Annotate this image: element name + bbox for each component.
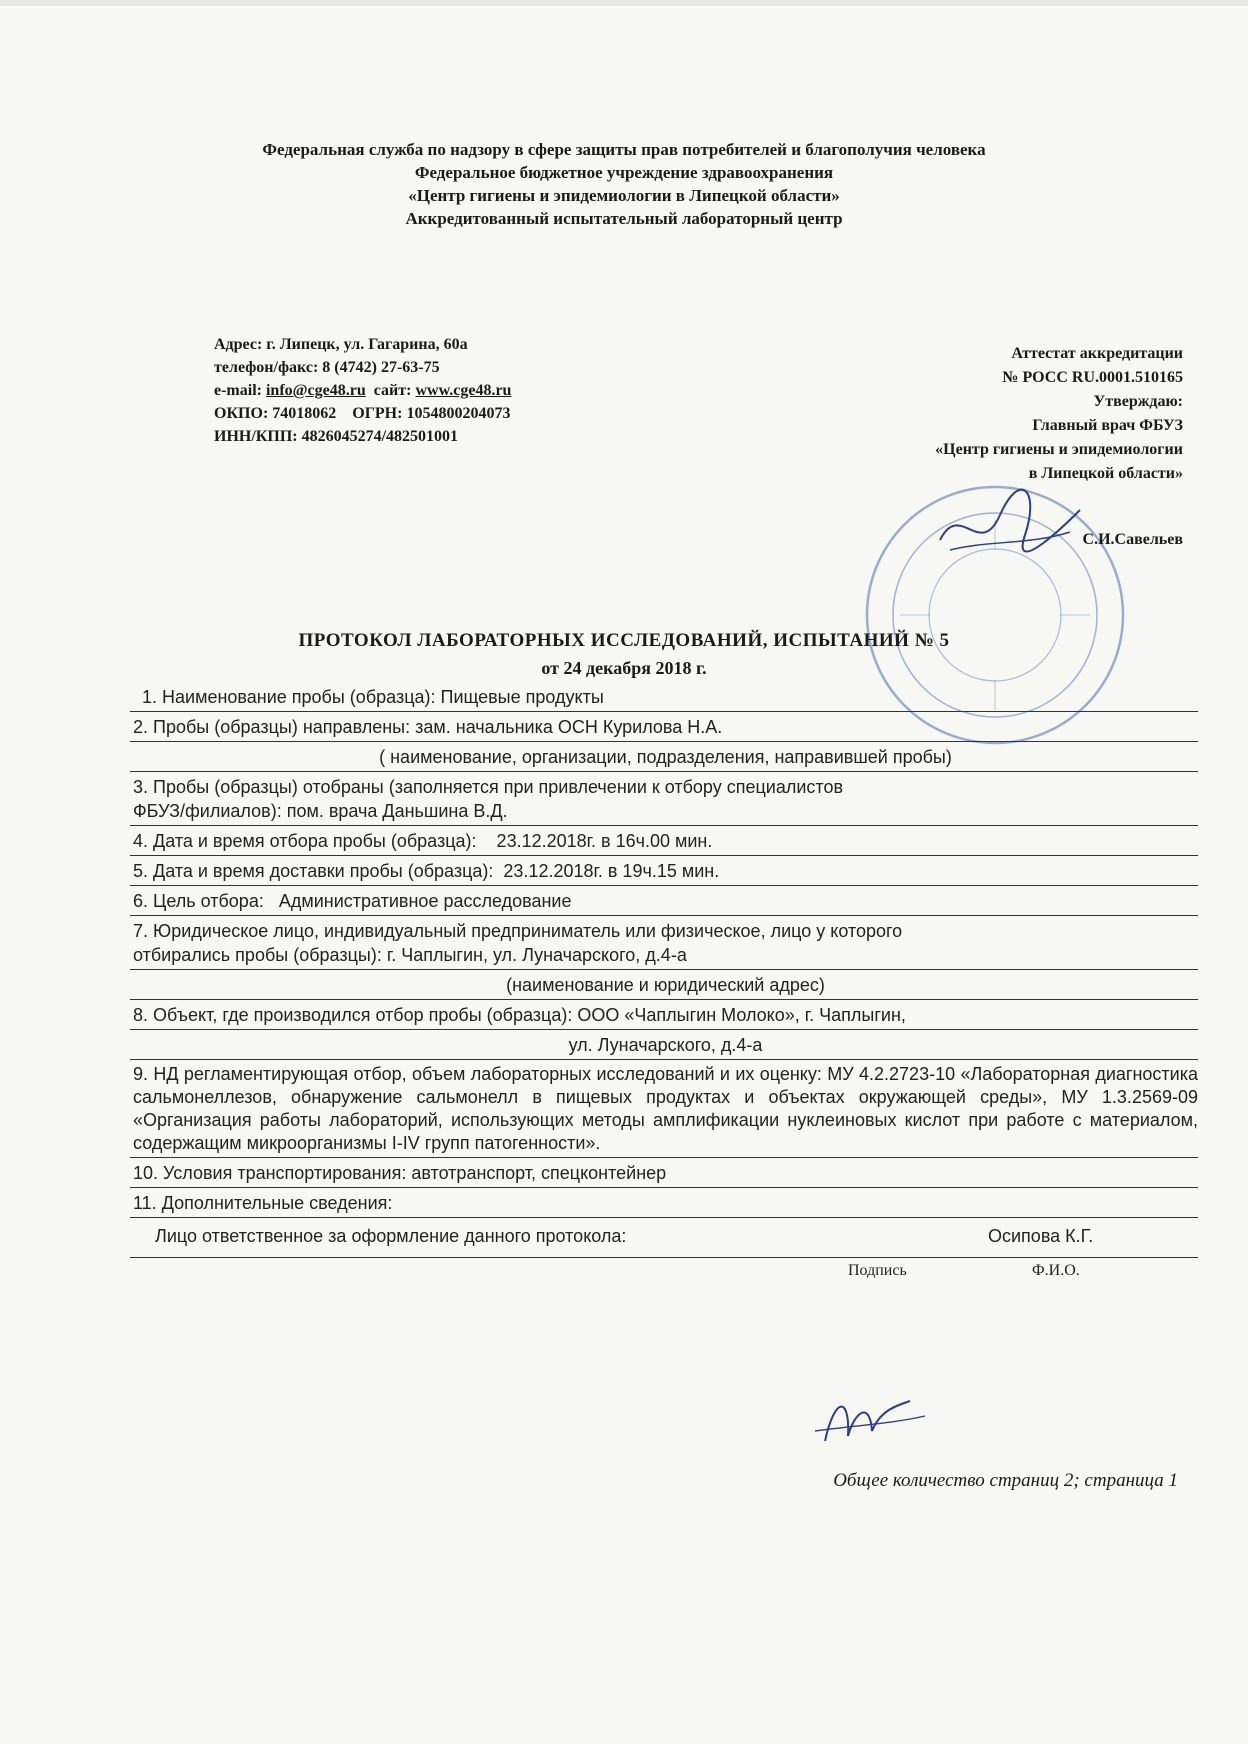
header-line-1: Федеральная служба по надзору в сфере защиты прав потребителей и благополучия человека [262, 140, 986, 159]
protocol-title: ПРОТОКОЛ ЛАБОРАТОРНЫХ ИССЛЕДОВАНИЙ, ИСПЫТАНИЙ № 5 [298, 630, 950, 651]
site-label: сайт: [373, 382, 412, 399]
responsible-row [130, 1218, 1198, 1258]
field-7-note: (наименование и юридический адрес) [130, 970, 1198, 1000]
field-2-note: ( наименование, организации, подразделения, направившей пробы) [130, 742, 1198, 772]
scan-edge [0, 0, 1248, 6]
field-1: 1. Наименование пробы (образца): Пищевые продукты [130, 682, 1198, 712]
approver-post: Главный врач ФБУЗ [1032, 417, 1183, 434]
field-8-line-1: 8. Объект, где производился отбор пробы (образца): ООО «Чаплыгин Молоко», г. Чаплыгин, [130, 1000, 1198, 1030]
header-line-4: Аккредитованный испытательный лабораторный центр [405, 209, 843, 228]
field-8-line-2: ул. Луначарского, д.4-а [130, 1030, 1198, 1060]
approve-label: Утверждаю: [1093, 393, 1183, 410]
attest-number: № РОСС RU.0001.510165 [1002, 369, 1183, 386]
protocol-form [130, 682, 1198, 1288]
approver-org-1: «Центр гигиены и эпидемиологии [935, 441, 1183, 458]
field-10: 10. Условия транспортирования: автотранспорт, спецконтейнер [130, 1158, 1198, 1188]
phone: телефон/факс: 8 (4742) 27-63-75 [214, 359, 440, 376]
approver-org-2: в Липецкой области» [1028, 465, 1183, 482]
field-7 [130, 916, 1198, 970]
director-signature [930, 480, 1090, 570]
field-3-line-1: 3. Пробы (образцы) отобраны (заполняется при привлечении к отбору специалистов [133, 777, 844, 797]
signature-label: Подпись [848, 1262, 907, 1279]
contacts-block [214, 333, 511, 448]
inn-kpp: ИНН/КПП: 4826045274/482501001 [214, 428, 459, 445]
attest-label: Аттестат аккредитации [1011, 345, 1183, 362]
field-7-line-2: отбирались пробы (образцы): г. Чаплыгин, ул. Луначарского, д.4-а [133, 945, 687, 965]
field-6: 6. Цель отбора: Административное расследование [130, 886, 1198, 916]
field-9: 9. НД регламентирующая отбор, объем лабораторных исследований и их оценку: МУ 4.2.2723-10 «Лабораторная диагностика сальмонеллезов, обнаружение сальмонелл в пищевых продуктах и объектах окружающей среды», МУ 1.3.2569-09 «Организация работы лабораторий, использующих методы амплификации нуклеиновых кислот при работе с материалом, содержащим микроорганизмы I-IV групп патогенности». [130, 1060, 1198, 1158]
email-link[interactable]: info@cge48.ru [265, 382, 366, 399]
header-block [0, 138, 1248, 230]
field-5: 5. Дата и время доставки пробы (образца): 23.12.2018г. в 19ч.15 мин. [130, 856, 1198, 886]
page-counter: Общее количество страниц 2; страница 1 [833, 1470, 1178, 1491]
responsible-signature [810, 1386, 930, 1456]
field-7-line-1: 7. Юридическое лицо, индивидуальный предприниматель или физическое, лицо у которого [133, 921, 903, 941]
responsible-name: Осипова К.Г. [988, 1226, 1094, 1246]
okpo-ogrn: ОКПО: 74018062 ОГРН: 1054800204073 [214, 405, 511, 422]
field-2: 2. Пробы (образцы) направлены: зам. начальника ОСН Курилова Н.А. [130, 712, 1198, 742]
address: Адрес: г. Липецк, ул. Гагарина, 60а [214, 336, 468, 353]
header-line-2: Федеральное бюджетное учреждение здравоохранения [414, 163, 834, 182]
signature-labels [130, 1258, 1198, 1288]
email-site-line [214, 379, 511, 402]
field-11: 11. Дополнительные сведения: [130, 1188, 1198, 1218]
site-link[interactable]: www.cge48.ru [415, 382, 512, 399]
email-label: e-mail: [214, 382, 262, 399]
header-line-3: «Центр гигиены и эпидемиологии в Липецкой области» [408, 186, 840, 205]
approver-name: С.И.Савельев [1082, 531, 1183, 548]
field-3-line-2: ФБУЗ/филиалов): пом. врача Даньшина В.Д. [133, 801, 508, 821]
responsible-label: Лицо ответственное за оформление данного протокола: [155, 1226, 627, 1246]
protocol-date: от 24 декабря 2018 г. [541, 658, 707, 678]
field-4: 4. Дата и время отбора пробы (образца): 23.12.2018г. в 16ч.00 мин. [130, 826, 1198, 856]
fio-label: Ф.И.О. [1032, 1262, 1080, 1279]
field-3 [130, 772, 1198, 826]
